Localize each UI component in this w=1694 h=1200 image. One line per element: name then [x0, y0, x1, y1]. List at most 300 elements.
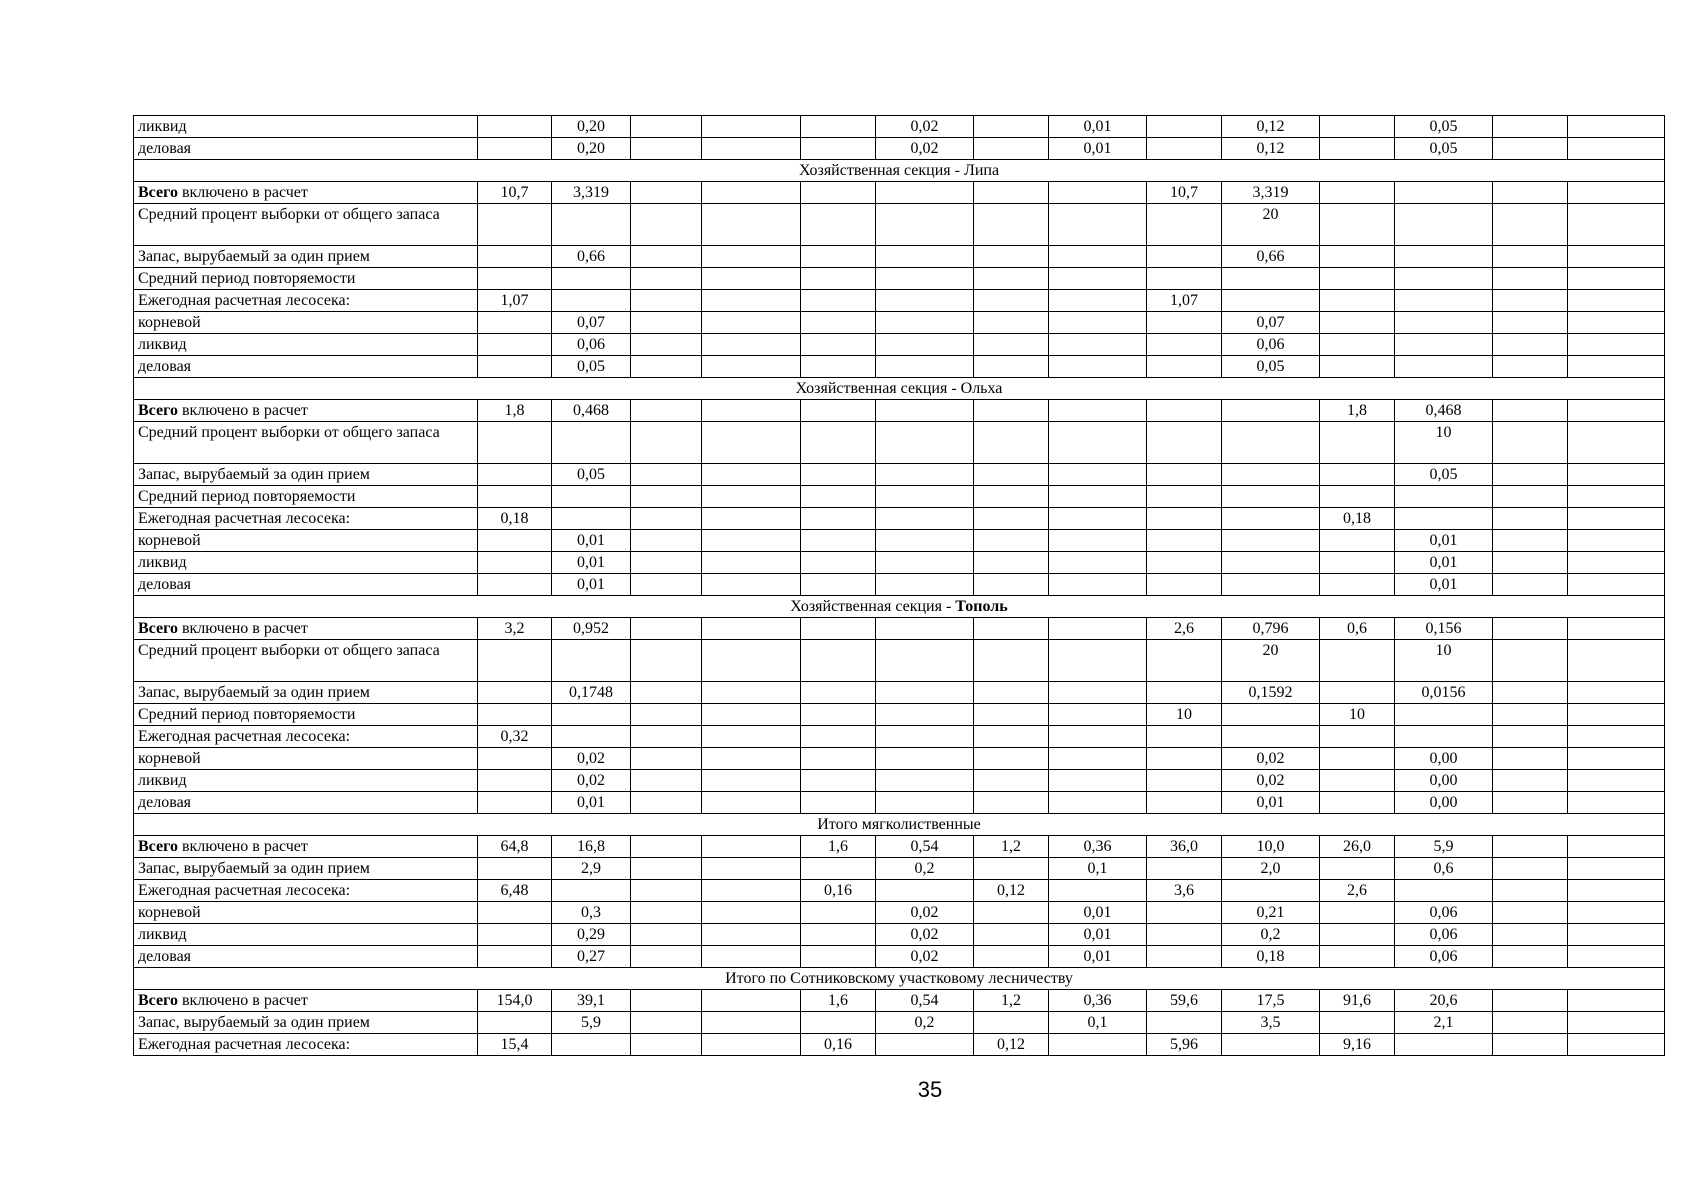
table-cell [1222, 726, 1320, 748]
table-cell: 0,468 [1395, 400, 1493, 422]
table-cell [1147, 792, 1222, 814]
table-cell [478, 334, 552, 356]
table-cell [478, 858, 552, 880]
table-cell [702, 312, 801, 334]
table-cell [801, 356, 876, 378]
table-cell [974, 334, 1049, 356]
table-cell: 0,02 [552, 770, 631, 792]
table-cell [801, 400, 876, 422]
table-cell [974, 204, 1049, 246]
row-label [134, 1012, 478, 1034]
table-cell [702, 1034, 801, 1056]
table-cell [876, 400, 974, 422]
row-label-text: Ежегодная расчетная лесосека: [138, 510, 351, 527]
row-label [134, 116, 478, 138]
table-cell [702, 552, 801, 574]
table-cell [801, 704, 876, 726]
table-cell [702, 704, 801, 726]
table-cell [801, 726, 876, 748]
table-cell [478, 792, 552, 814]
table-row [134, 682, 1665, 704]
table-cell [631, 618, 702, 640]
table-cell [1568, 204, 1665, 246]
table-cell [702, 792, 801, 814]
row-label-text: Ежегодная расчетная лесосека: [138, 1036, 351, 1053]
table-cell [1147, 486, 1222, 508]
table-cell [1568, 268, 1665, 290]
table-cell [1568, 356, 1665, 378]
table-cell [1320, 858, 1395, 880]
table-cell [876, 204, 974, 246]
table-cell [1320, 574, 1395, 596]
table-row [134, 422, 1665, 464]
table-row [134, 334, 1665, 356]
row-label-text: деловая [138, 794, 192, 811]
table-cell [876, 530, 974, 552]
table-cell [478, 116, 552, 138]
table-cell [1222, 530, 1320, 552]
row-label-text: Запас, вырубаемый за один прием [138, 466, 370, 483]
table-cell: 0,01 [1049, 116, 1147, 138]
table-cell [552, 422, 631, 464]
table-row [134, 486, 1665, 508]
table-cell: 0,05 [1222, 356, 1320, 378]
table-cell: 10 [1320, 704, 1395, 726]
table-cell: 91,6 [1320, 990, 1395, 1012]
table-cell [631, 464, 702, 486]
table-cell [1320, 924, 1395, 946]
table-cell: 1,6 [801, 990, 876, 1012]
section-title [134, 814, 1665, 836]
table-cell [1320, 902, 1395, 924]
row-label-text: включено в расчет [177, 402, 308, 419]
table-cell: 0,18 [1320, 508, 1395, 530]
table-cell [801, 770, 876, 792]
table-cell [478, 640, 552, 682]
table-cell: 5,96 [1147, 1034, 1222, 1056]
table-cell [1049, 290, 1147, 312]
table-cell: 17,5 [1222, 990, 1320, 1012]
table-cell [876, 464, 974, 486]
table-cell: 0,01 [1395, 530, 1493, 552]
table-cell [478, 748, 552, 770]
table-cell [974, 400, 1049, 422]
table-cell [1320, 946, 1395, 968]
table-cell [974, 748, 1049, 770]
table-cell: 20,6 [1395, 990, 1493, 1012]
table-cell [702, 400, 801, 422]
table-cell [478, 530, 552, 552]
table-cell: 0,02 [552, 748, 631, 770]
table-cell [1568, 858, 1665, 880]
row-label-text: Средний период повторяемости [138, 706, 356, 723]
table-cell: 0,01 [1049, 138, 1147, 160]
table-cell [1493, 902, 1568, 924]
row-label [134, 1034, 478, 1056]
table-cell [1395, 486, 1493, 508]
table-cell: 0,00 [1395, 748, 1493, 770]
table-cell [974, 530, 1049, 552]
row-label [134, 640, 478, 682]
table-cell [702, 770, 801, 792]
row-label-text: Средний период повторяемости [138, 270, 356, 287]
table-cell [1049, 486, 1147, 508]
table-cell [702, 486, 801, 508]
table-cell [702, 530, 801, 552]
table-cell [876, 880, 974, 902]
table-cell: 0,796 [1222, 618, 1320, 640]
table-cell [1493, 552, 1568, 574]
table-cell [552, 726, 631, 748]
table-cell [801, 792, 876, 814]
table-cell: 0,1 [1049, 858, 1147, 880]
table-cell [631, 312, 702, 334]
table-cell [1049, 726, 1147, 748]
table-cell: 3,6 [1147, 880, 1222, 902]
table-cell [974, 924, 1049, 946]
table-cell: 0,0156 [1395, 682, 1493, 704]
row-label [134, 486, 478, 508]
table-cell [1320, 182, 1395, 204]
table-row [134, 858, 1665, 880]
row-label [134, 290, 478, 312]
table-cell [1568, 880, 1665, 902]
row-label-text: деловая [138, 140, 192, 157]
table-cell [478, 946, 552, 968]
table-cell [1049, 574, 1147, 596]
table-cell: 0,2 [1222, 924, 1320, 946]
table-cell [631, 204, 702, 246]
table-cell [1320, 640, 1395, 682]
table-row [134, 1012, 1665, 1034]
table-cell [1493, 204, 1568, 246]
table-cell: 6,48 [478, 880, 552, 902]
table-cell [801, 116, 876, 138]
table-cell [1049, 508, 1147, 530]
table-row [134, 290, 1665, 312]
table-cell [876, 508, 974, 530]
table-cell [1493, 530, 1568, 552]
table-cell [1147, 858, 1222, 880]
table-cell [1395, 312, 1493, 334]
table-cell [1568, 726, 1665, 748]
table-cell [876, 312, 974, 334]
row-label-text: Средний процент выборки от общего запаса [138, 642, 440, 659]
row-label-text: Ежегодная расчетная лесосека: [138, 292, 351, 309]
row-label-text: включено в расчет [177, 992, 308, 1009]
table-cell [478, 356, 552, 378]
table-cell [1568, 990, 1665, 1012]
table-cell [1395, 1034, 1493, 1056]
row-label [134, 246, 478, 268]
table-cell: 1,6 [801, 836, 876, 858]
table-cell: 16,8 [552, 836, 631, 858]
row-label [134, 400, 478, 422]
table-cell: 5,9 [1395, 836, 1493, 858]
table-cell [876, 726, 974, 748]
table-cell [702, 508, 801, 530]
row-label [134, 204, 478, 246]
row-label [134, 902, 478, 924]
table-cell [1320, 486, 1395, 508]
table-cell: 0,27 [552, 946, 631, 968]
table-cell [801, 290, 876, 312]
table-cell [1493, 182, 1568, 204]
table-cell [1395, 246, 1493, 268]
table-cell [478, 486, 552, 508]
table-cell: 0,02 [1222, 770, 1320, 792]
row-label [134, 704, 478, 726]
table-cell [1395, 726, 1493, 748]
table-cell: 0,02 [876, 946, 974, 968]
row-label [134, 726, 478, 748]
table-cell [876, 268, 974, 290]
table-cell [1049, 640, 1147, 682]
table-cell: 20 [1222, 204, 1320, 246]
table-cell [1395, 290, 1493, 312]
table-cell: 0,06 [1395, 924, 1493, 946]
table-cell: 36,0 [1147, 836, 1222, 858]
table-cell [1222, 1034, 1320, 1056]
table-cell [1395, 182, 1493, 204]
table-cell: 0,36 [1049, 836, 1147, 858]
table-cell [801, 508, 876, 530]
table-cell: 0,66 [552, 246, 631, 268]
table-cell [702, 880, 801, 902]
table-cell: 0,2 [876, 1012, 974, 1034]
section-title-part: Тополь [955, 598, 1008, 615]
table-cell [1320, 290, 1395, 312]
table-cell [876, 618, 974, 640]
table-cell: 0,05 [1395, 464, 1493, 486]
table-cell [1568, 1034, 1665, 1056]
table-cell [702, 748, 801, 770]
table-row [134, 204, 1665, 246]
table-cell [1493, 1034, 1568, 1056]
table-cell [1147, 508, 1222, 530]
table-cell [631, 268, 702, 290]
table-cell: 0,05 [1395, 116, 1493, 138]
table-cell: 64,8 [478, 836, 552, 858]
table-cell [1147, 246, 1222, 268]
table-cell: 0,05 [552, 356, 631, 378]
table-cell: 0,02 [876, 116, 974, 138]
table-cell [631, 640, 702, 682]
table-cell [631, 530, 702, 552]
table-cell [1568, 574, 1665, 596]
table-cell: 0,06 [1222, 334, 1320, 356]
table-cell [1320, 246, 1395, 268]
table-cell [801, 422, 876, 464]
row-label [134, 268, 478, 290]
table-cell: 10 [1395, 422, 1493, 464]
table-cell [974, 246, 1049, 268]
table-cell [1568, 464, 1665, 486]
table-cell [974, 640, 1049, 682]
table-cell: 0,36 [1049, 990, 1147, 1012]
table-cell: 0,00 [1395, 770, 1493, 792]
table-cell [801, 858, 876, 880]
table-cell: 10,0 [1222, 836, 1320, 858]
table-cell [552, 268, 631, 290]
table-cell [1147, 138, 1222, 160]
row-label-text: ликвид [138, 336, 187, 353]
table-cell [1222, 574, 1320, 596]
table-cell [974, 508, 1049, 530]
table-cell: 0,16 [801, 1034, 876, 1056]
row-label [134, 356, 478, 378]
table-cell [702, 464, 801, 486]
table-cell: 0,01 [552, 792, 631, 814]
table-cell: 0,16 [801, 880, 876, 902]
table-cell [1568, 902, 1665, 924]
table-cell: 0,06 [1395, 902, 1493, 924]
row-label [134, 792, 478, 814]
table-cell [1320, 530, 1395, 552]
row-label-bold: Всего [138, 838, 178, 855]
table-row [134, 1034, 1665, 1056]
table-cell [631, 682, 702, 704]
table-cell: 26,0 [1320, 836, 1395, 858]
table-cell: 0,12 [974, 1034, 1049, 1056]
table-cell [631, 880, 702, 902]
row-label-text: ликвид [138, 926, 187, 943]
row-label-text: Запас, вырубаемый за один прием [138, 248, 370, 265]
table-cell [1049, 1034, 1147, 1056]
table-cell [974, 422, 1049, 464]
row-label [134, 858, 478, 880]
row-label [134, 508, 478, 530]
table-cell: 0,12 [974, 880, 1049, 902]
table-row [134, 640, 1665, 682]
table-cell [1493, 246, 1568, 268]
table-cell: 0,01 [1049, 902, 1147, 924]
table-cell [1049, 792, 1147, 814]
table-cell [1493, 138, 1568, 160]
table-cell [1493, 748, 1568, 770]
table-cell [1493, 334, 1568, 356]
table-cell: 10,7 [1147, 182, 1222, 204]
table-cell [801, 552, 876, 574]
section-title-part: Хозяйственная секция - Ольха [795, 380, 1003, 397]
table-cell [1320, 792, 1395, 814]
table-cell [974, 1012, 1049, 1034]
table-cell [1568, 792, 1665, 814]
table-cell [974, 902, 1049, 924]
table-cell [974, 682, 1049, 704]
table-cell [1049, 618, 1147, 640]
table-cell [1049, 246, 1147, 268]
table-row [134, 182, 1665, 204]
table-cell [974, 312, 1049, 334]
table-cell [1568, 290, 1665, 312]
table-cell [1147, 312, 1222, 334]
table-cell [702, 182, 801, 204]
table-cell [1222, 486, 1320, 508]
table-cell [702, 640, 801, 682]
row-label-text: Средний процент выборки от общего запаса [138, 424, 440, 441]
table-cell [631, 1012, 702, 1034]
table-cell [974, 618, 1049, 640]
table-cell: 0,32 [478, 726, 552, 748]
row-label [134, 618, 478, 640]
table-cell [876, 356, 974, 378]
table-cell: 0,01 [1395, 574, 1493, 596]
table-cell [1395, 508, 1493, 530]
table-cell [1049, 356, 1147, 378]
table-row [134, 946, 1665, 968]
table-cell [1493, 508, 1568, 530]
row-label-text: Средний процент выборки от общего запаса [138, 206, 440, 223]
table-cell [631, 116, 702, 138]
table-cell [1568, 508, 1665, 530]
table-cell [1049, 770, 1147, 792]
table-cell [1320, 356, 1395, 378]
table-cell [631, 552, 702, 574]
section-title-part: Хозяйственная секция - [790, 598, 956, 615]
table-cell [1493, 726, 1568, 748]
table-cell [631, 770, 702, 792]
table-cell [974, 268, 1049, 290]
table-cell [702, 422, 801, 464]
table-cell [1493, 290, 1568, 312]
table-cell [974, 574, 1049, 596]
table-cell [876, 770, 974, 792]
row-label-text: Средний период повторяемости [138, 488, 356, 505]
table-cell: 0,02 [876, 902, 974, 924]
table-cell: 0,06 [1395, 946, 1493, 968]
table-cell [1147, 204, 1222, 246]
table-cell [1568, 640, 1665, 682]
table-cell [1568, 312, 1665, 334]
page-number: 35 [917, 1077, 943, 1102]
table-cell: 3,5 [1222, 1012, 1320, 1034]
table-cell [1049, 268, 1147, 290]
table-cell [478, 574, 552, 596]
table-cell: 39,1 [552, 990, 631, 1012]
table-cell [876, 182, 974, 204]
table-cell: 2,6 [1147, 618, 1222, 640]
row-label [134, 836, 478, 858]
table-cell: 0,01 [1222, 792, 1320, 814]
table-cell [478, 268, 552, 290]
table-cell: 0,468 [552, 400, 631, 422]
table-cell [801, 464, 876, 486]
table-cell [631, 924, 702, 946]
table-cell [876, 290, 974, 312]
table-cell: 0,01 [552, 530, 631, 552]
section-header-row [134, 596, 1665, 618]
table-row [134, 574, 1665, 596]
table-cell: 9,16 [1320, 1034, 1395, 1056]
table-cell [801, 334, 876, 356]
table-cell [478, 770, 552, 792]
table-cell [1493, 1012, 1568, 1034]
table-cell [1395, 704, 1493, 726]
table-row [134, 138, 1665, 160]
table-cell [552, 704, 631, 726]
table-cell [1049, 400, 1147, 422]
table-cell: 0,05 [1395, 138, 1493, 160]
row-label-text: Ежегодная расчетная лесосека: [138, 728, 351, 745]
table-cell: 1,07 [478, 290, 552, 312]
table-cell [631, 748, 702, 770]
table-cell: 0,00 [1395, 792, 1493, 814]
row-label-text: ликвид [138, 554, 187, 571]
row-label-text: деловая [138, 948, 192, 965]
table-cell: 0,05 [552, 464, 631, 486]
table-cell: 0,6 [1395, 858, 1493, 880]
